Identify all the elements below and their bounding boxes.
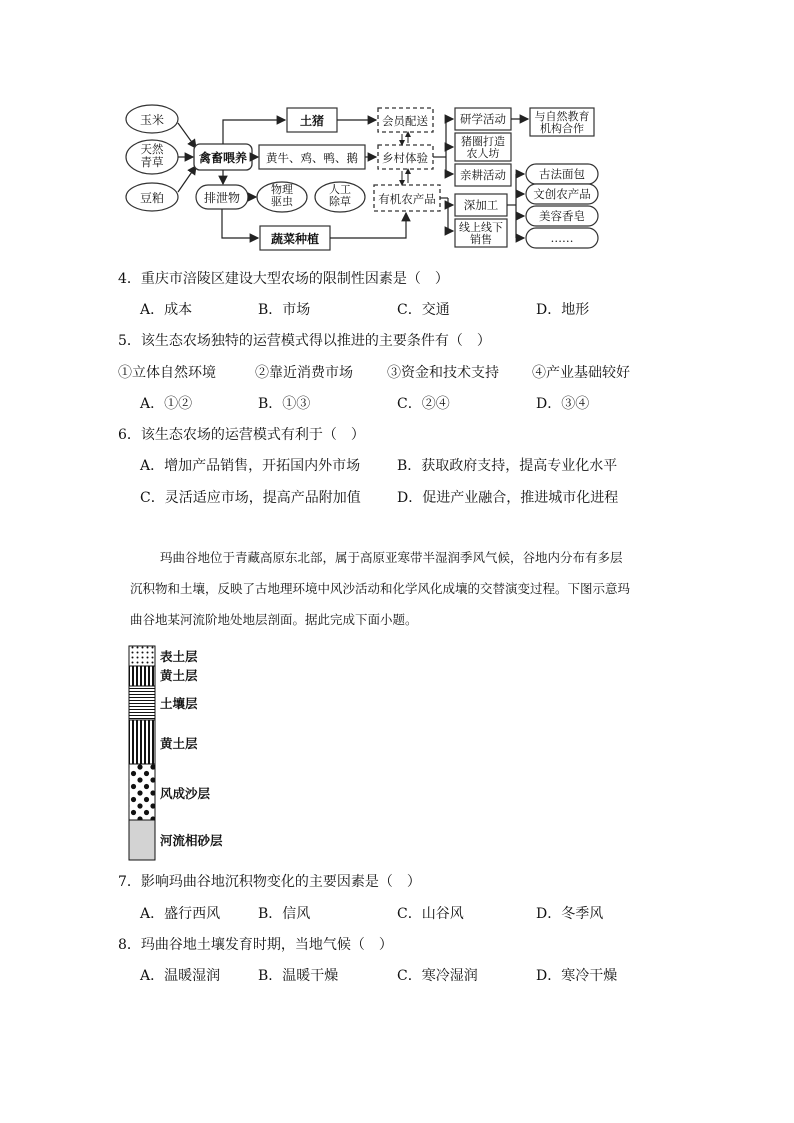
product-soap-label: 美容香皂 [539,209,585,223]
passage-line-2: 沉积物和土壤，反映了古地理环境中风沙活动和化学风化成壤的交替演变过程。下图示意玛 [130,581,631,596]
q7-option-d[interactable]: D．冬季风 [536,906,604,922]
layer-soil [129,686,155,720]
label-aeolian-sand: 风成沙层 [160,786,211,801]
input-grass-label: 天然青草 [140,142,164,169]
passage-line-1: 玛曲谷地位于青藏高原东北部，属于高原亚寒带半湿润季风气候，谷地内分布有多层 [160,550,623,565]
layer-fluvial-sand [129,820,155,860]
q6-option-b[interactable]: B．获取政府支持，提高专业化水平 [397,458,618,474]
label-loess-2: 黄土层 [160,736,198,751]
q5-stem: 5．该生态农场独特的运营模式得以推进的主要条件有（ ） [118,333,491,349]
input-soymeal-label: 豆粕 [139,191,165,205]
poultry-label: 黄牛、鸡、鸭、鹅 [266,151,358,165]
nature-label: 与自然教育机构合作 [534,110,590,135]
q5-condition-1: ①立体自然环境 [118,365,216,381]
layer-loess-2 [129,720,155,764]
q7-option-a[interactable]: A．盛行西风 [140,906,221,922]
layer-loess-1 [129,666,155,686]
q6-option-c[interactable]: C．灵活适应市场，提高产品附加值 [140,490,361,506]
q5-condition-2: ②靠近消费市场 [255,365,353,381]
q8-option-b[interactable]: B．温暖干燥 [258,968,339,984]
manual-label: 人工除草 [329,183,351,208]
delivery-label: 会员配送 [382,114,428,128]
q8-option-d[interactable]: D．寒冷干燥 [536,968,618,984]
q5-option-a[interactable]: A．①② [140,396,193,412]
q6-stem: 6．该生态农场的运营模式有利于（ ） [118,427,365,443]
label-topsoil: 表土层 [160,649,198,664]
eco-farm-flowchart [0,0,794,260]
organic-label: 有机农产品 [378,192,436,206]
q7-option-c[interactable]: C．山谷风 [397,906,464,922]
q7-stem: 7．影响玛曲谷地沉积物变化的主要因素是（ ） [118,874,421,890]
q7-option-b[interactable]: B．信风 [258,906,311,922]
q4-option-c[interactable]: C．交通 [397,302,450,318]
study-label: 研学活动 [460,112,506,126]
q8-option-c[interactable]: C．寒冷湿润 [397,968,478,984]
q5-condition-4: ④产业基础较好 [532,365,630,381]
q8-option-a[interactable]: A．温暖湿润 [140,968,221,984]
layer-aeolian-sand [129,764,155,820]
product-more-label: …… [550,231,574,245]
rural-label: 乡村体验 [382,151,428,165]
q4-option-d[interactable]: D．地形 [536,302,590,318]
input-corn-label: 玉米 [139,113,165,127]
passage-line-3: 曲谷地某河流阶地处地层剖面。据此完成下面小题。 [130,612,418,627]
q6-option-d[interactable]: D．促进产业融合，推进城市化进程 [397,490,619,506]
label-loess-1: 黄土层 [160,668,198,683]
q4-stem: 4．重庆市涪陵区建设大型农场的限制性因素是（ ） [118,271,449,287]
q5-option-c[interactable]: C．②④ [397,396,450,412]
q5-option-b[interactable]: B．①③ [258,396,311,412]
physical-label: 物理驱虫 [271,183,293,208]
veg-label: 蔬菜种植 [270,232,320,246]
q4-option-b[interactable]: B．市场 [258,302,311,318]
q4-option-a[interactable]: A．成本 [140,302,193,318]
online-label: 线上线下销售 [459,221,503,246]
q8-stem: 8．玛曲谷地土壤发育时期，当地气候（ ） [118,937,393,953]
strata-profile [0,640,794,870]
q5-option-d[interactable]: D．③④ [536,396,590,412]
label-fluvial-sand: 河流相砂层 [160,833,223,848]
manure-label: 排泄物 [203,191,241,205]
pigpen-label: 猪圈打造农人坊 [461,135,505,160]
livestock-label: 禽畜喂养 [198,151,248,165]
label-soil: 土壤层 [160,696,198,711]
farming-label: 亲耕活动 [460,168,506,182]
product-culture-label: 文创农产品 [533,187,591,201]
pig-label: 土猪 [299,114,325,128]
product-bread-label: 古法面包 [539,167,585,181]
layer-topsoil [129,646,155,666]
deep-label: 深加工 [463,198,499,212]
q5-condition-3: ③资金和技术支持 [387,365,499,381]
q6-option-a[interactable]: A．增加产品销售，开拓国内外市场 [140,458,361,474]
